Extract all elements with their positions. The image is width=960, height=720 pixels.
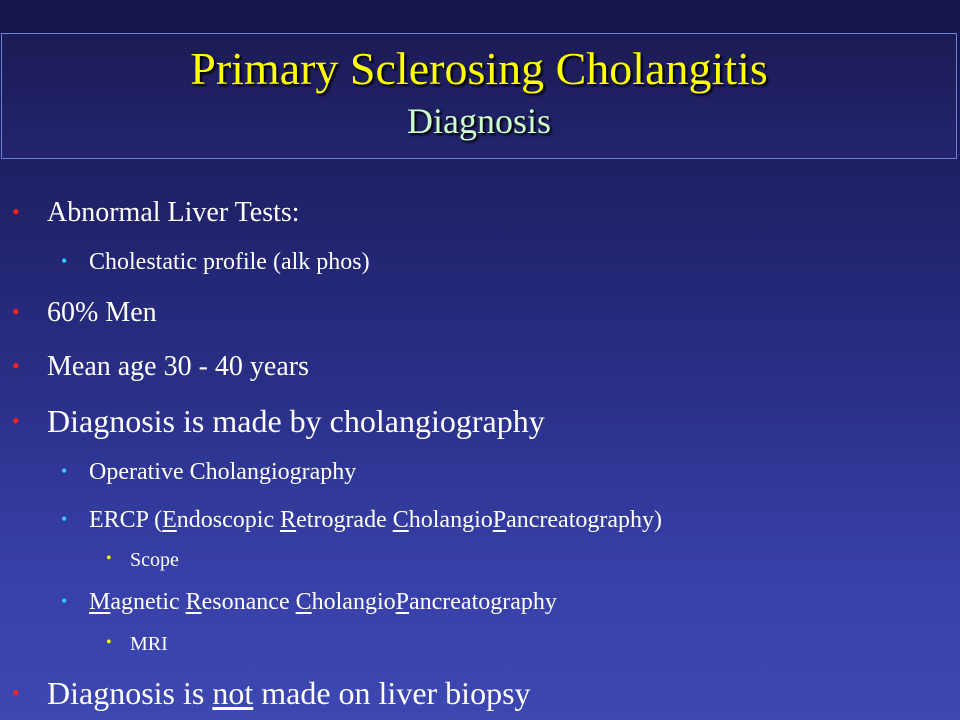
sub-bullet-mrcp (61, 589, 557, 616)
bullet-abnormal-liver-tests (12, 197, 300, 229)
bullet-60-percent-men (12, 297, 157, 329)
bullet-mean-age (12, 351, 310, 383)
bullet-dot: • (12, 299, 20, 324)
sub-sub-bullet-scope (106, 549, 179, 572)
bullet-text: Magnetic Resonance CholangioPancreatography (89, 589, 557, 615)
bullet-dot: • (12, 680, 20, 705)
bullet-dot: • (12, 199, 20, 224)
bullet-dot: • (61, 461, 68, 481)
bullet-dot: • (61, 251, 68, 271)
bullet-dot: • (61, 509, 68, 529)
bullet-text: Diagnosis is made by cholangiography (47, 403, 545, 439)
bullet-dot: • (12, 408, 20, 433)
bullet-text: Cholestatic profile (alk phos) (89, 249, 370, 275)
bullet-not-liver-biopsy (12, 675, 531, 712)
bullet-dot: • (106, 550, 112, 567)
sub-sub-bullet-mri (106, 633, 168, 656)
bullet-text: Scope (130, 549, 179, 571)
bullet-diagnosis-cholangiography (12, 403, 545, 440)
bullet-dot: • (61, 591, 68, 611)
sub-bullet-cholestatic-profile (61, 249, 370, 276)
sub-bullet-ercp (61, 507, 663, 534)
bullet-text: ERCP (Endoscopic Retrograde CholangioPancreatography) (89, 507, 663, 533)
bullet-text: Mean age 30 - 40 years (47, 351, 310, 382)
sub-bullet-operative-cholangiography (61, 459, 357, 486)
bullet-dot: • (12, 353, 20, 378)
bullet-text: Abnormal Liver Tests: (47, 197, 300, 228)
bullet-dot: • (106, 634, 112, 651)
slide-subtitle: Diagnosis (407, 101, 551, 141)
bullet-text: 60% Men (47, 297, 157, 328)
bullet-text: Diagnosis is not made on liver biopsy (47, 675, 531, 711)
slide-title: Primary Sclerosing Cholangitis (190, 43, 768, 94)
bullet-text: Operative Cholangiography (89, 459, 357, 485)
bullet-text: MRI (130, 633, 168, 655)
